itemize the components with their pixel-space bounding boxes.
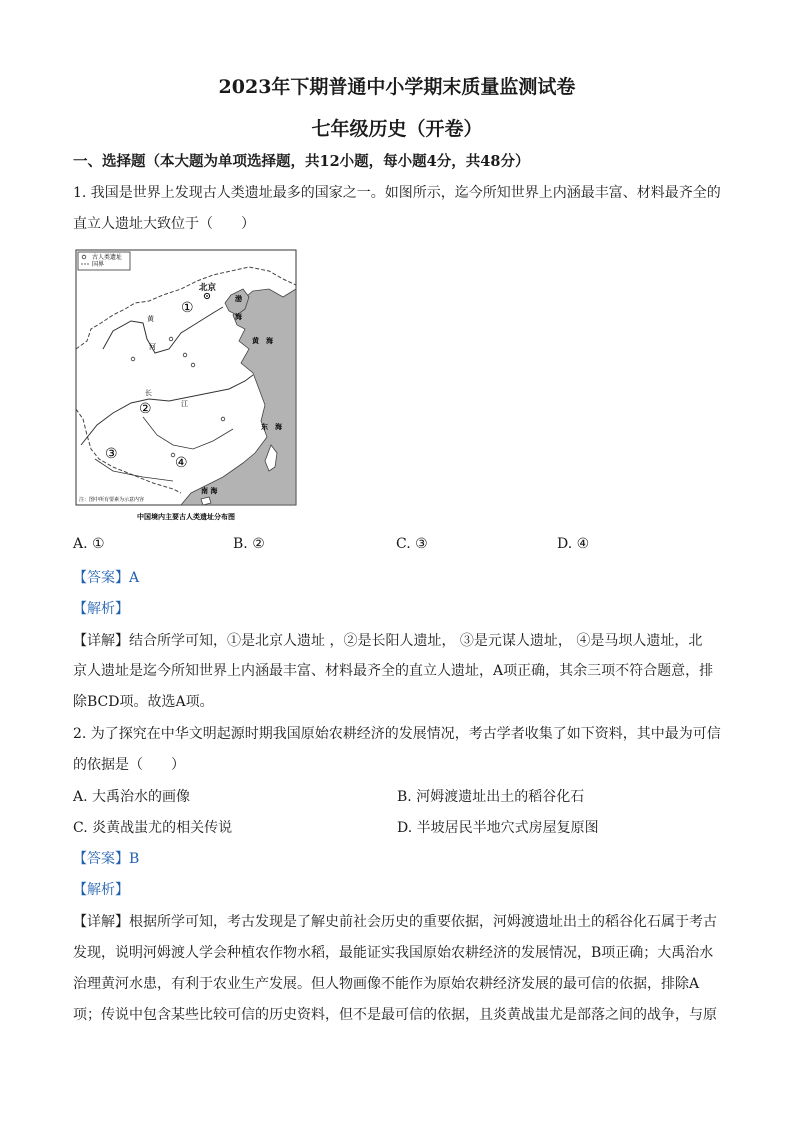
site-marker-1: ① (181, 300, 194, 316)
bohai-label-1: 渤 (235, 294, 242, 303)
q1-detail-line1: 【详解】结合所学可知，①是北京人遗址 ，②是长阳人遗址， ③是元谋人遗址， ④是马坝人遗址，北 (73, 633, 703, 649)
q2-answer: 【答案】B (73, 851, 140, 867)
q2-detail-line4: 项；传说中包含某些比较可信的历史资料，但不是最可信的依据，且炎黄战蚩尤是部落之间的战争，与原 (73, 1007, 717, 1023)
q1-stem-line1: 1. 我国是世界上发现古人类遗址最多的国家之一。如图所示，迄今所知世界上内涵最丰富、材料最齐全的 (73, 185, 721, 201)
site-marker-3: ③ (105, 446, 118, 462)
q2-analysis-label: 【解析】 (73, 882, 129, 898)
map-note: 注：图中所有要素为示意内容 (79, 497, 145, 503)
q2-option-c: C. 炎黄战蚩尤的相关传说 (73, 820, 233, 836)
yellow-sea-label-2: 海 (266, 336, 273, 345)
page-title: 2023年下期普通中小学期末质量监测试卷 (218, 76, 576, 98)
yellow-river-label-1: 黄 (147, 315, 154, 323)
east-sea-label-1: 东 (261, 422, 268, 431)
q1-option-a: A. ① (73, 536, 105, 552)
q1-option-b: B. ② (233, 536, 265, 552)
q2-detail-line3: 治理黄河水患，有利于农业生产发展。但人物画像不能作为原始农耕经济发展的最可信的依据，排除A (73, 976, 700, 992)
q1-option-d: D. ④ (557, 536, 590, 552)
map-figure (73, 249, 299, 524)
legend-border-label: 国界 (92, 261, 105, 268)
q2-option-d: D. 半坡居民半地穴式房屋复原图 (397, 820, 599, 836)
east-sea-label-2: 海 (275, 422, 282, 431)
beijing-label: 北京 (199, 283, 217, 293)
q2-option-a: A. 大禹治水的画像 (73, 789, 191, 805)
bohai-label-2: 海 (235, 312, 242, 321)
yellow-sea-label-1: 黄 (252, 336, 259, 345)
q2-stem-line2: 的依据是（ ） (73, 757, 185, 773)
page-subtitle: 七年级历史（开卷） (311, 118, 483, 140)
site-marker-2: ② (139, 401, 152, 417)
q2-detail-line2: 发现，说明河姆渡人学会种植农作物水稻，最能证实我国原始农耕经济的发展情况，B项正确；大禹治水 (73, 945, 714, 961)
q1-analysis-label: 【解析】 (73, 601, 129, 617)
yangtze-label-1: 长 (145, 389, 152, 397)
q1-detail-line2: 京人遗址是迄今所知世界上内涵最丰富、材料最齐全的直立人遗址，A项正确，其余三项不符合题意，排 (73, 663, 714, 679)
south-sea-label: 南 海 (201, 486, 218, 495)
q1-stem-line2: 直立人遗址大致位于（ ） (73, 216, 255, 232)
q2-option-b: B. 河姆渡遗址出土的稻谷化石 (397, 789, 585, 805)
yellow-river-label-2: 河 (149, 343, 156, 351)
map-caption: 中国境内主要古人类遗址分布图 (137, 512, 235, 521)
site-marker-4: ④ (175, 455, 188, 471)
legend-site-label: 古人类遗址 (92, 254, 123, 261)
q1-answer: 【答案】A (73, 570, 140, 586)
q2-stem-line1: 2. 为了探究在中华文明起源时期我国原始农耕经济的发展情况，考古学者收集了如下资料，其中最为可信 (73, 726, 721, 742)
yangtze-label-2: 江 (181, 400, 188, 408)
china-map (73, 249, 299, 524)
q2-detail-line1: 【详解】根据所学可知，考古发现是了解史前社会历史的重要依据，河姆渡遗址出土的稻谷化石属于考古 (73, 914, 717, 930)
section-heading: 一、选择题（本大题为单项选择题，共12小题，每小题4分，共48分） (73, 153, 530, 170)
q1-option-c: C. ③ (396, 536, 428, 552)
q1-detail-line3: 除BCD项。故选A项。 (73, 694, 214, 710)
